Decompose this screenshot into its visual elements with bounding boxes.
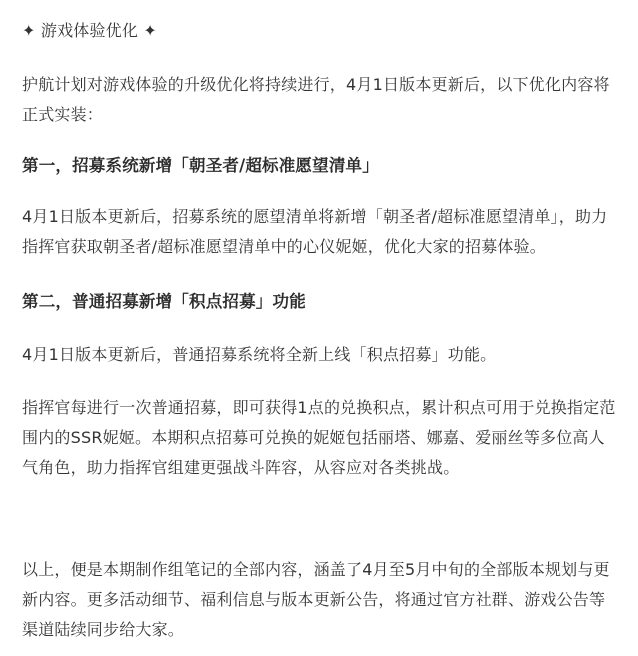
section2-heading: 第二，普通招募新增「积点招募」功能 bbox=[22, 292, 306, 311]
section2-paragraph-2: 指挥官每进行一次普通招募，即可获得1点的兑换积点，累计积点可用于兑换指定范围内的SSR妮姬。本期积点招募可兑换的妮姬包括丽塔、娜嘉、爱丽丝等多位高人气角色，助力指挥官组建更强战斗阵容，从容应对各类挑战。 bbox=[22, 398, 616, 477]
intro-paragraph: 护航计划对游戏体验的升级优化将持续进行，4月1日版本更新后，以下优化内容将正式实装： bbox=[22, 75, 610, 124]
section1-heading: 第一，招募系统新增「朝圣者/超标准愿望清单」 bbox=[22, 156, 379, 175]
section1-paragraph: 4月1日版本更新后，招募系统的愿望清单将新增「朝圣者/超标准愿望清单」，助力指挥官获取朝圣者/超标准愿望清单中的心仪妮姬，优化大家的招募体验。 bbox=[22, 207, 608, 256]
section2-paragraph-1: 4月1日版本更新后，普通招募系统将全新上线「积点招募」功能。 bbox=[22, 345, 497, 364]
section-title: ✦ 游戏体验优化 ✦ bbox=[22, 21, 157, 40]
closing-paragraph: 以上，便是本期制作组笔记的全部内容，涵盖了4月至5月中旬的全部版本规划与更新内容。更多活动细节、福利信息与版本更新公告，将通过官方社群、游戏公告等渠道陆续同步给大家。 bbox=[22, 560, 610, 639]
